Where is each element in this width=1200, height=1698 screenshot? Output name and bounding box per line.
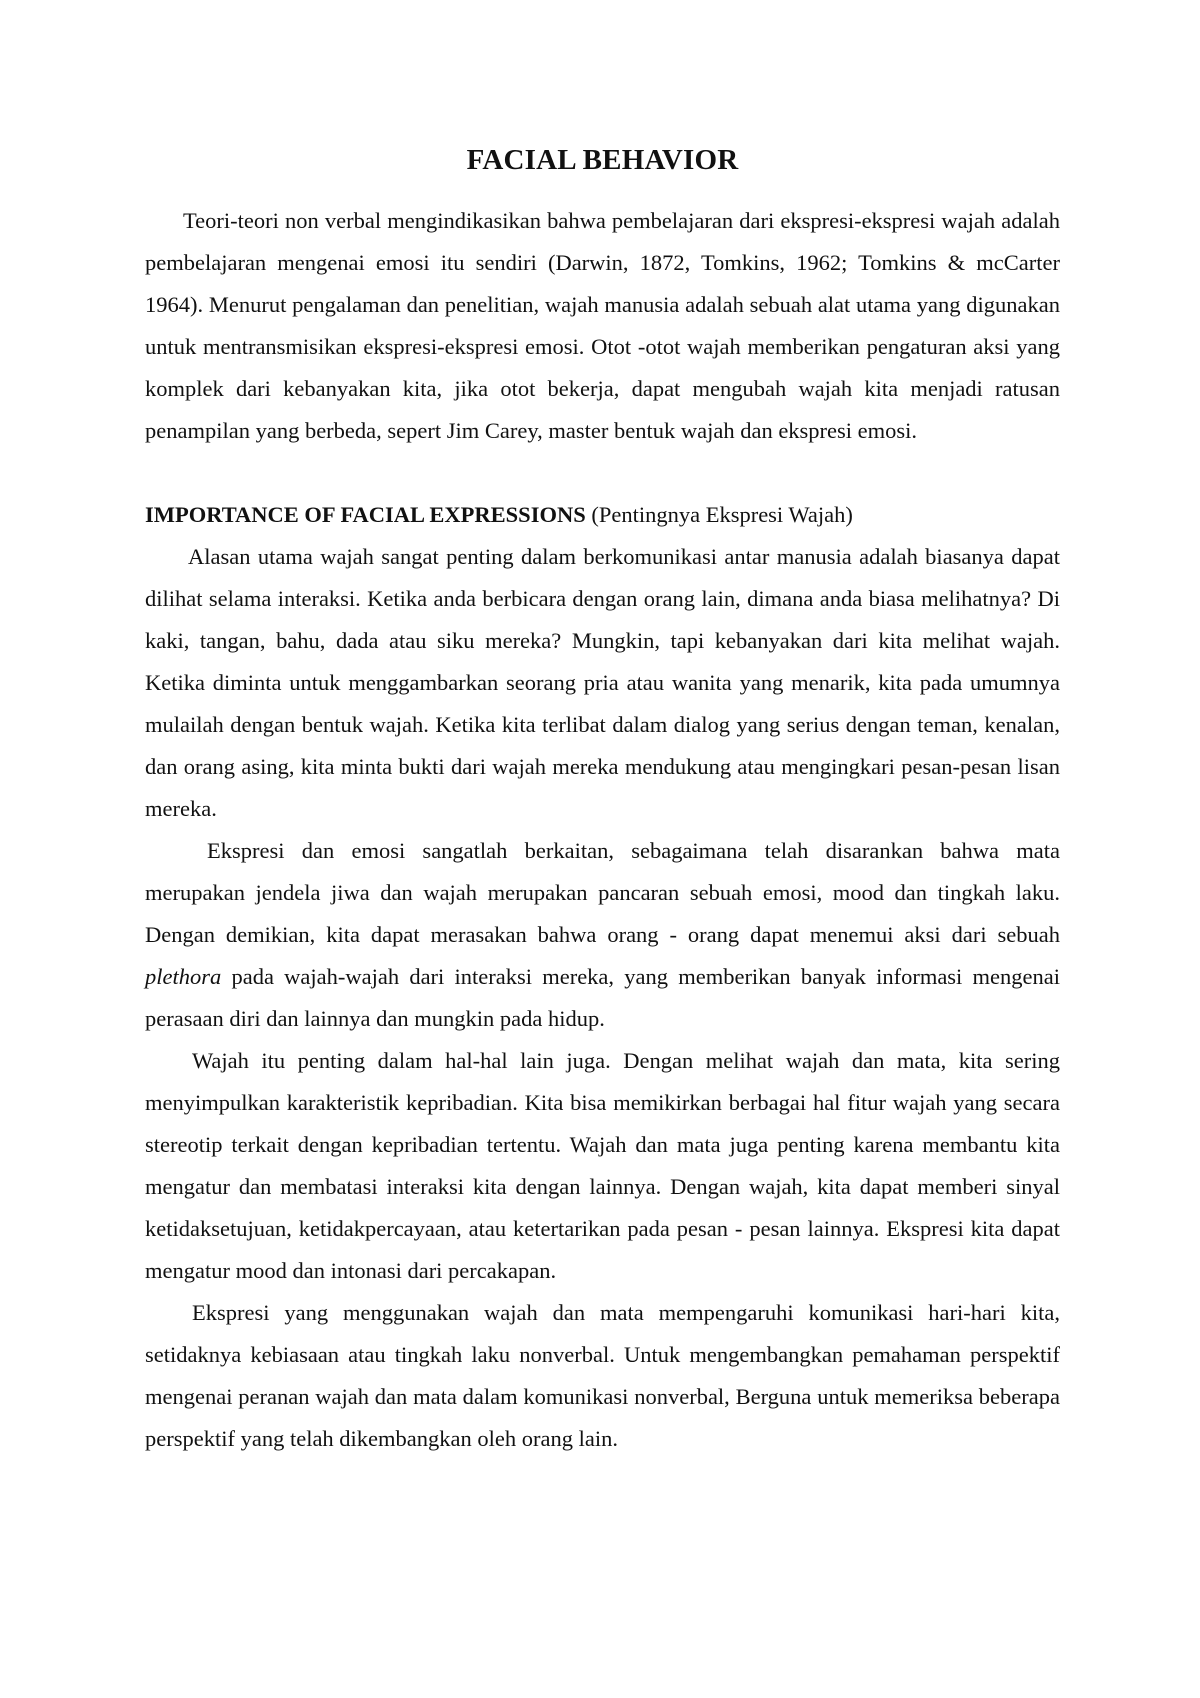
body-paragraph-4: Ekspresi yang menggunakan wajah dan mata mempengaruhi komunikasi hari-hari kita, setidaknya kebiasaan atau tingkah laku nonverbal. Untuk mengembangkan pemahaman perspektif mengenai peranan wajah dan mata dalam komunikasi nonverbal, Berguna untuk memeriksa beberapa perspektif yang telah dikembangkan oleh orang lain. — [145, 1300, 1060, 1451]
paragraph-2-text-end: pada wajah-wajah dari interaksi mereka, yang memberikan banyak informasi mengenai perasaan diri dan lainnya dan mungkin pada hidup. — [145, 964, 1060, 1031]
section-heading-bold: IMPORTANCE OF FACIAL EXPRESSIONS — [145, 502, 586, 527]
section-heading-translation: (Pentingnya Ekspresi Wajah) — [585, 502, 853, 527]
paragraph-2-italic-term: plethora — [145, 964, 222, 989]
paragraph-2-text-start: Ekspresi dan emosi sangatlah berkaitan, sebagaimana telah disarankan bahwa mata merupakan jendela jiwa dan wajah merupakan pancaran sebuah emosi, mood dan tingkah laku. Dengan demikian, kita dapat merasakan bahwa orang - orang dapat menemui aksi dari sebuah — [145, 838, 1060, 947]
body-paragraph-1: Alasan utama wajah sangat penting dalam berkomunikasi antar manusia adalah biasanya dapat dilihat selama interaksi. Ketika anda berbicara dengan orang lain, dimana anda biasa melihatnya? Di kaki, tangan, bahu, dada atau siku mereka? Mungkin, tapi kebanyakan dari kita melihat wajah. Ketika diminta untuk menggambarkan seorang pria atau wanita yang menarik, kita pada umumnya mulailah dengan bentuk wajah. Ketika kita terlibat dalam dialog yang serius dengan teman, kenalan, dan orang asing, kita minta bukti dari wajah mereka mendukung atau mengingkari pesan-pesan lisan mereka. — [145, 544, 1060, 821]
section-heading — [145, 494, 1060, 536]
document-title: FACIAL BEHAVIOR — [466, 144, 739, 176]
body-paragraph-2 — [145, 830, 1060, 1040]
document-page — [145, 142, 1060, 1460]
intro-paragraph: Teori-teori non verbal mengindikasikan bahwa pembelajaran dari ekspresi-ekspresi wajah adalah pembelajaran mengenai emosi itu sendiri (Darwin, 1872, Tomkins, 1962; Tomkins & mcCarter 1964). Menurut pengalaman dan penelitian, wajah manusia adalah sebuah alat utama yang digunakan untuk mentransmisikan ekspresi-ekspresi emosi. Otot -otot wajah memberikan pengaturan aksi yang komplek dari kebanyakan kita, jika otot bekerja, dapat mengubah wajah kita menjadi ratusan penampilan yang berbeda, sepert Jim Carey, master bentuk wajah dan ekspresi emosi. — [145, 208, 1060, 443]
section-spacer — [145, 452, 1060, 494]
body-paragraph-3: Wajah itu penting dalam hal-hal lain juga. Dengan melihat wajah dan mata, kita sering menyimpulkan karakteristik kepribadian. Kita bisa memikirkan berbagai hal fitur wajah yang secara stereotip terkait dengan kepribadian tertentu. Wajah dan mata juga penting karena membantu kita mengatur dan membatasi interaksi kita dengan lainnya. Dengan wajah, kita dapat memberi sinyal ketidaksetujuan, ketidakpercayaan, atau ketertarikan pada pesan - pesan lainnya. Ekspresi kita dapat mengatur mood dan intonasi dari percakapan. — [145, 1048, 1060, 1283]
